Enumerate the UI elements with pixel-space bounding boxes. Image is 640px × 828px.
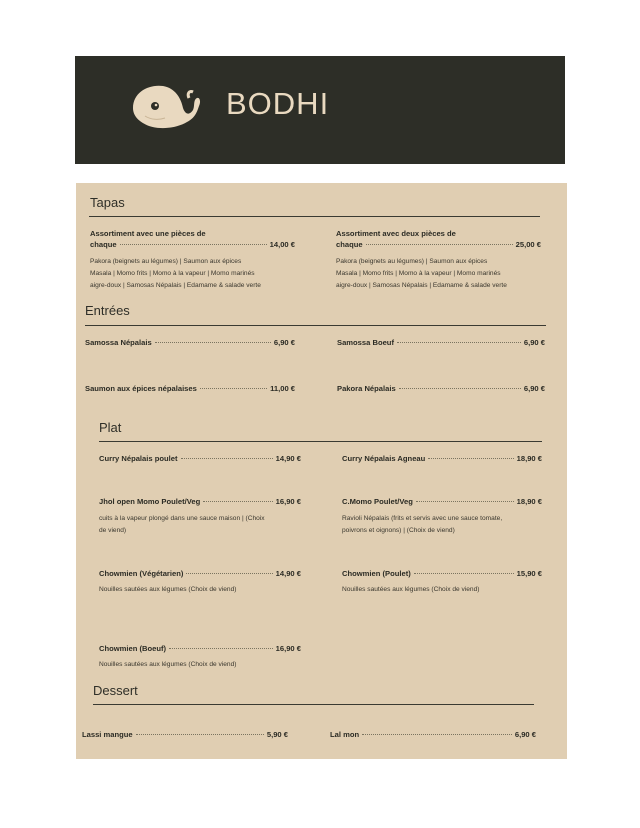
dot-leader: [169, 648, 273, 649]
brand-name: BODHI: [226, 86, 330, 121]
menu-item-name: Chowmien (Végétarien): [99, 569, 184, 578]
section-title-dessert: Dessert: [93, 683, 138, 698]
menu-item: [99, 497, 301, 506]
dot-leader: [203, 501, 272, 502]
menu-item-name: Samossa Boeuf: [337, 338, 394, 347]
divider: [89, 216, 540, 217]
divider: [85, 325, 546, 326]
menu-item-price: 25,00 €: [515, 240, 541, 249]
menu-item-name: Assortiment avec deux pièces de: [336, 229, 456, 238]
menu-item-description: Pakora (beignets au légumes) | Saumon aux épices Masala | Momo frits | Momo à la vapeur | Momo marinés aigre-doux | Samosas Népalais | Edamame & salade verte: [90, 258, 261, 289]
menu-item-name: C.Momo Poulet/Veg: [342, 497, 413, 506]
menu-item-name: Lassi mangue: [82, 730, 133, 739]
menu-item-price: 18,90 €: [516, 454, 542, 463]
menu-item: [82, 730, 288, 739]
menu-item-description: Nouilles sautées aux légumes (Choix de viend): [99, 661, 237, 668]
menu-item: [342, 569, 542, 578]
dot-leader: [136, 734, 264, 735]
dot-leader: [181, 458, 273, 459]
menu-item: [337, 384, 545, 393]
menu-item-name: Pakora Népalais: [337, 384, 396, 393]
menu-item-price: 16,90 €: [275, 497, 301, 506]
menu-item: [336, 240, 541, 249]
section-title-tapas: Tapas: [90, 195, 125, 210]
whale-icon: [127, 78, 203, 136]
menu-item-description: Nouilles sautées aux légumes (Choix de viend): [342, 586, 480, 593]
menu-item-name: chaque: [90, 240, 117, 249]
divider: [99, 441, 542, 442]
menu-item-name: Assortiment avec une pièces de: [90, 229, 206, 238]
dot-leader: [120, 244, 267, 245]
dot-leader: [186, 573, 272, 574]
menu-card: [76, 183, 567, 759]
section-title-plat: Plat: [99, 420, 122, 435]
menu-item: [99, 569, 301, 578]
menu-item-name: Chowmien (Boeuf): [99, 644, 167, 653]
menu-item-price: 6,90 €: [523, 338, 545, 347]
menu-item-name: Samossa Népalais: [85, 338, 152, 347]
menu-item-name: Curry Népalais Agneau: [342, 454, 426, 463]
dot-leader: [397, 342, 521, 343]
menu-item: [342, 454, 542, 463]
dot-leader: [414, 573, 514, 574]
menu-item: [337, 338, 545, 347]
menu-item: [330, 730, 536, 739]
header-banner: [75, 56, 565, 164]
menu-item-price: 11,00 €: [270, 384, 295, 393]
menu-item-price: 14,90 €: [275, 454, 301, 463]
dot-leader: [428, 458, 513, 459]
menu-item-description: Ravioli Népalais (frits et servis avec une sauce tomate, poivrons et oignons) | (Choix de viend): [342, 515, 503, 534]
menu-item-price: 16,90 €: [275, 644, 301, 653]
menu-item: [85, 384, 295, 393]
menu-item-price: 15,90 €: [516, 569, 542, 578]
menu-item-name: Lal mon: [330, 730, 360, 739]
menu-item: [99, 454, 301, 463]
menu-item-name: Curry Népalais poulet: [99, 454, 178, 463]
menu-item-name: chaque: [336, 240, 363, 249]
menu-item-price: 18,90 €: [516, 497, 542, 506]
dot-leader: [362, 734, 512, 735]
dot-leader: [155, 342, 271, 343]
menu-item-description: Nouilles sautées aux légumes (Choix de viend): [99, 586, 237, 593]
menu-item-price: 14,00 €: [269, 240, 295, 249]
dot-leader: [399, 388, 521, 389]
divider: [93, 704, 534, 705]
menu-item-price: 6,90 €: [273, 338, 295, 347]
menu-item: [342, 497, 542, 506]
menu-item-price: 5,90 €: [266, 730, 288, 739]
menu-item-description: cuits à la vapeur plongé dans une sauce maison | (Choix de viend): [99, 515, 265, 534]
menu-item-description: Pakora (beignets au légumes) | Saumon aux épices Masala | Momo frits | Momo à la vapeur | Momo marinés aigre-doux | Samosas Népalais | Edamame & salade verte: [336, 258, 507, 289]
menu-item-price: 6,90 €: [514, 730, 536, 739]
menu-item: [90, 240, 295, 249]
menu-item: [99, 644, 301, 653]
section-title-entrees: Entrées: [85, 303, 130, 318]
dot-leader: [200, 388, 267, 389]
menu-item-name: Saumon aux épices népalaises: [85, 384, 197, 393]
menu-item-name: Jhol open Momo Poulet/Veg: [99, 497, 201, 506]
dot-leader: [416, 501, 514, 502]
menu-item-price: 6,90 €: [523, 384, 545, 393]
menu-item: [85, 338, 295, 347]
menu-item-name: Chowmien (Poulet): [342, 569, 411, 578]
menu-item-price: 14,90 €: [275, 569, 301, 578]
dot-leader: [366, 244, 513, 245]
